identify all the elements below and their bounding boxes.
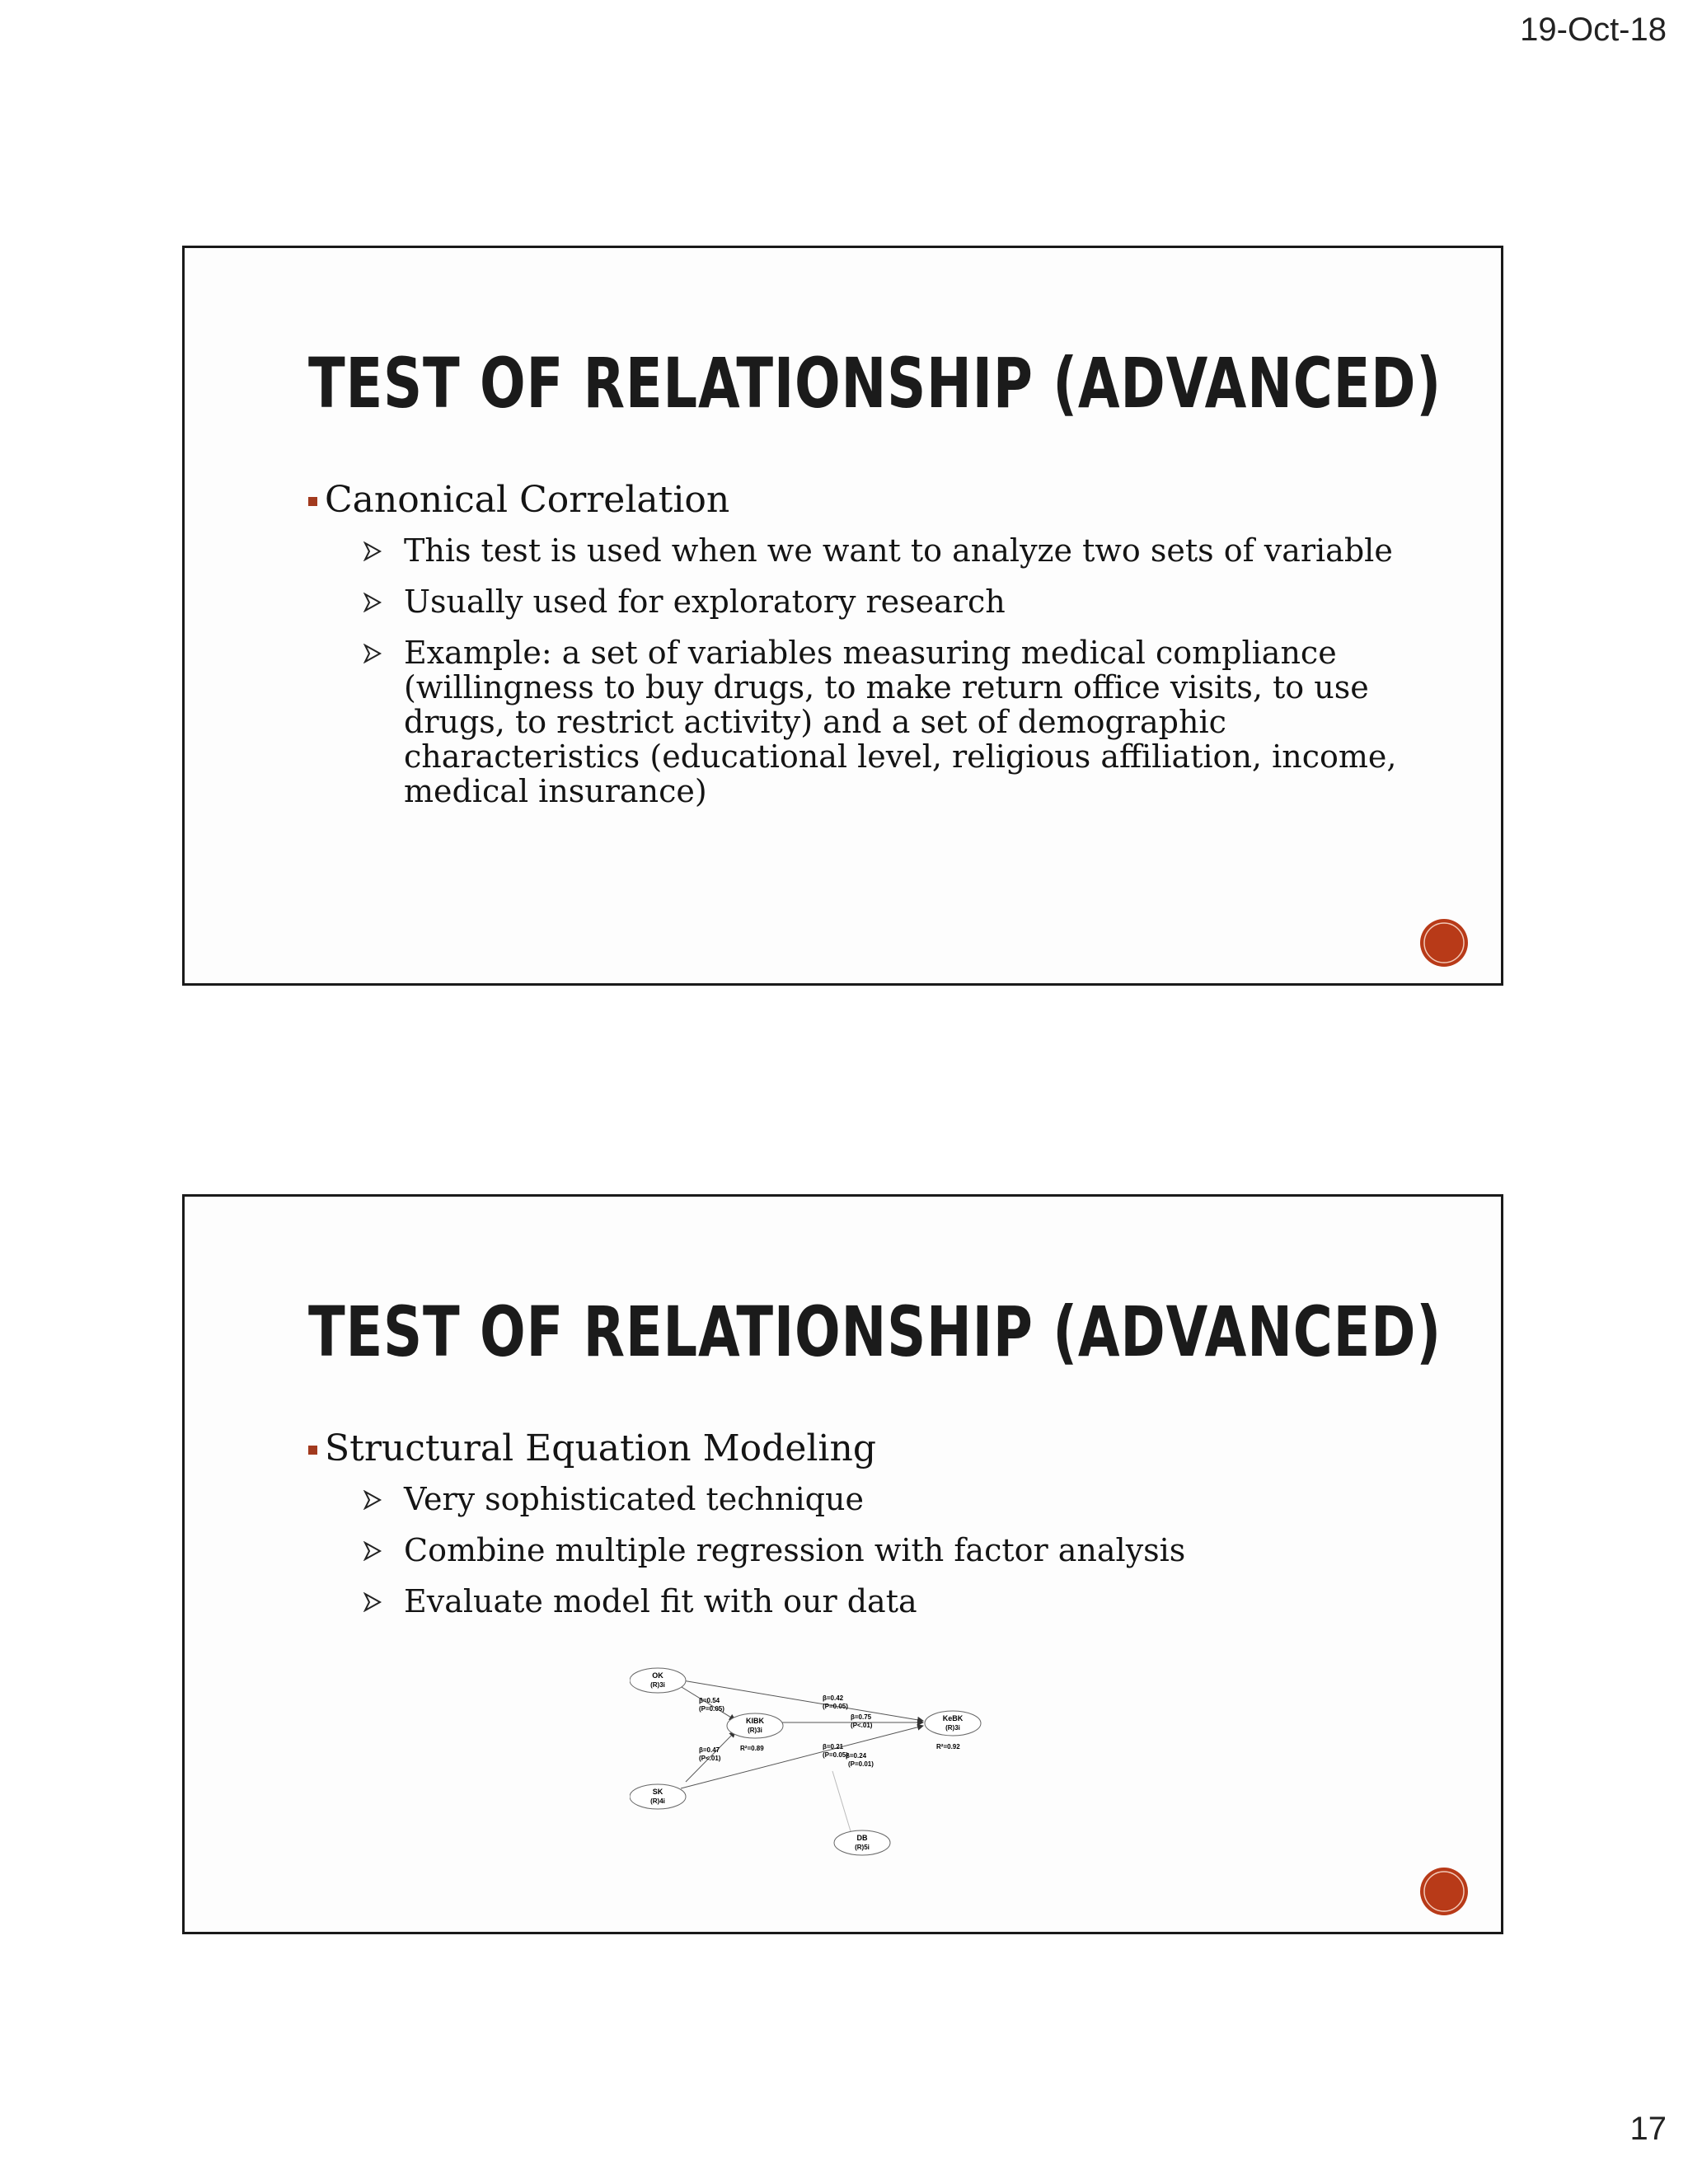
sub-bullet-text: Usually used for exploratory research [404, 583, 1006, 620]
sub-bullet-text: Evaluate model fit with our data [404, 1583, 917, 1619]
label-ok-kibk-p: (P=0.05) [699, 1705, 724, 1713]
slide-body [308, 1427, 1429, 1635]
label-sk-kebk-p: (P=0.05) [823, 1751, 848, 1759]
sub-bullet [363, 533, 1429, 568]
path-db-kebk [832, 1771, 851, 1831]
node-db-name: DB [856, 1834, 868, 1842]
sub-bullet [363, 1584, 1429, 1619]
bullet-main: Canonical Correlation [308, 479, 1429, 522]
slide-circle-icon [1418, 1866, 1470, 1917]
label-db-kebk-p: (P=0.01) [848, 1760, 874, 1768]
arrow-bullet-icon [363, 644, 382, 663]
node-kebk [925, 1711, 981, 1736]
sub-bullet-text: Combine multiple regression with factor analysis [404, 1532, 1186, 1568]
node-db-sub: (R)5i [855, 1844, 870, 1851]
label-sk-kibk-p: (P<.01) [699, 1755, 721, 1762]
arrow-bullet-icon [363, 541, 382, 561]
sub-bullet [363, 584, 1429, 619]
node-kebk-sub: (R)3i [945, 1724, 960, 1732]
arrow-bullet-icon [363, 1490, 382, 1510]
label-sk-kebk-beta: β=0.21 [823, 1743, 844, 1750]
sub-bullet-text: Very sophisticated technique [404, 1481, 864, 1517]
node-ok-name: OK [652, 1671, 663, 1680]
label-ok-kibk-beta: β=0.54 [699, 1697, 720, 1704]
sub-bullet [363, 635, 1429, 808]
label-ok-kebk-p: (P=0.05) [823, 1703, 848, 1710]
sub-bullet-text: Example: a set of variables measuring medical compliance (willingness to buy drugs, to make return office visits, to use drugs, to restrict activity) and a set of demographic characteristics (educational level, religious affiliation, income, medical insurance) [404, 635, 1397, 809]
bullet-main: Structural Equation Modeling [308, 1427, 1429, 1470]
node-db [834, 1830, 890, 1855]
arrow-bullet-icon [363, 1541, 382, 1561]
slide-title: TEST OF RELATIONSHIP (ADVANCED) [308, 343, 1442, 424]
page-date: 19-Oct-18 [1520, 12, 1667, 48]
node-kebk-name: KeBK [942, 1714, 964, 1722]
sub-bullet [363, 1482, 1429, 1516]
node-sk [630, 1784, 686, 1809]
node-sk-sub: (R)4i [650, 1797, 665, 1805]
node-kibk-name: KIBK [746, 1717, 764, 1725]
node-ok [630, 1668, 686, 1693]
label-kebk-r2: R²=0.92 [936, 1743, 960, 1750]
label-kibk-r2: R²=0.89 [740, 1745, 764, 1752]
label-kibk-kebk-beta: β=0.75 [851, 1713, 872, 1721]
slide-thumbnail-2 [182, 1194, 1503, 1934]
slide-circle-icon [1418, 917, 1470, 968]
node-ok-sub: (R)3i [650, 1681, 665, 1689]
slide-thumbnail-1 [182, 246, 1503, 986]
node-kibk [727, 1713, 783, 1738]
node-sk-name: SK [652, 1788, 663, 1796]
sub-bullet-text: This test is used when we want to analyze two sets of variable [404, 532, 1393, 569]
label-ok-kebk-beta: β=0.42 [823, 1694, 844, 1702]
page-number: 17 [1629, 2111, 1667, 2147]
sub-bullet [363, 1533, 1429, 1568]
node-kibk-sub: (R)3i [748, 1727, 762, 1734]
arrow-bullet-icon [363, 1592, 382, 1612]
slide-body [308, 479, 1429, 825]
slide-title: TEST OF RELATIONSHIP (ADVANCED) [308, 1291, 1442, 1372]
label-sk-kibk-beta: β=0.47 [699, 1746, 720, 1754]
arrow-bullet-icon [363, 593, 382, 612]
label-db-kebk-beta: β=0.24 [846, 1752, 867, 1760]
sem-path-diagram [630, 1666, 1025, 1872]
label-kibk-kebk-p: (P<.01) [851, 1722, 873, 1729]
